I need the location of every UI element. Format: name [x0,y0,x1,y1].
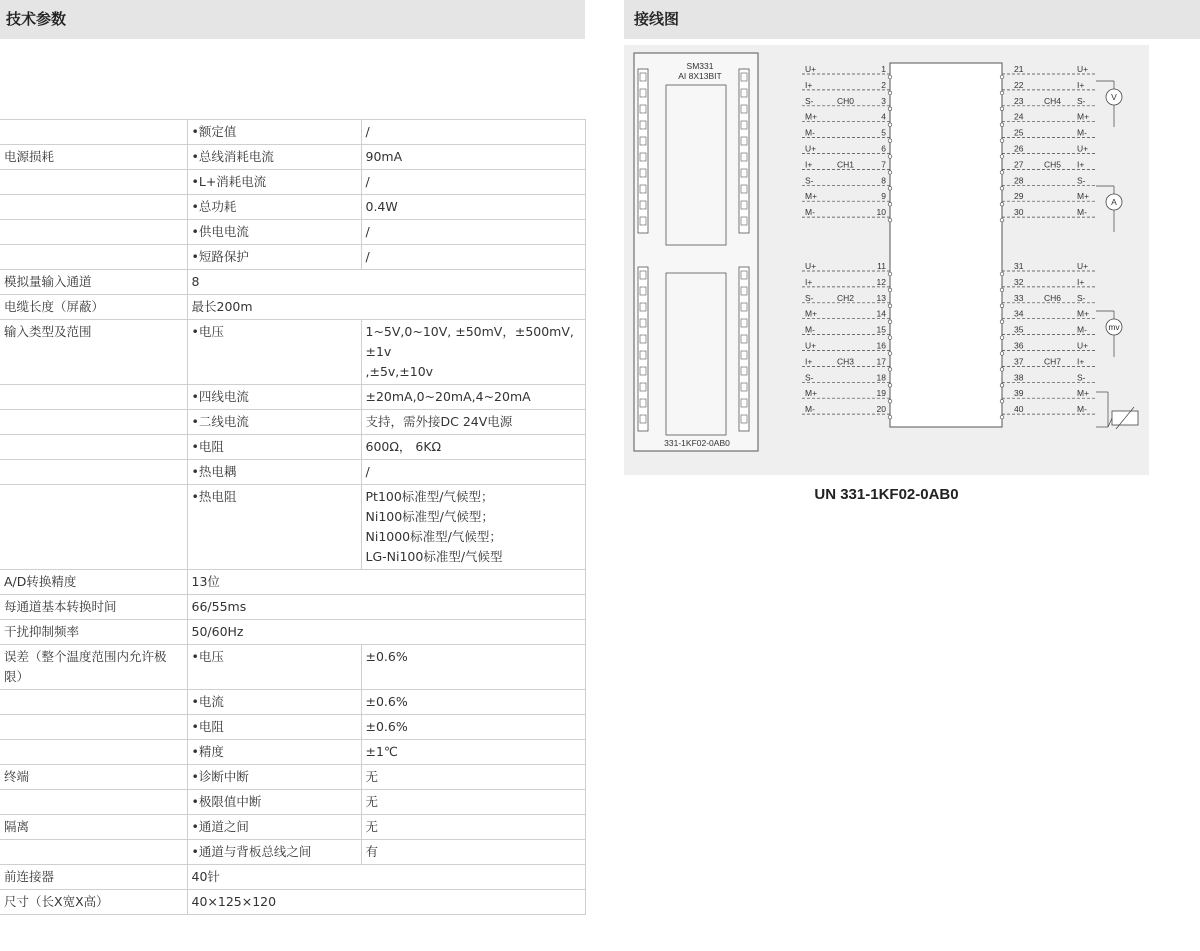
spec-value: 无 [361,790,585,815]
spec-row [0,840,585,865]
terminal-point [1000,304,1004,308]
spec-value-line: Ni100标准型/气候型； [365,509,494,524]
spec-subparam: •供电电流 [187,220,361,245]
spec-param [0,410,187,435]
terminal-point [888,320,892,324]
terminal-strip [739,267,749,431]
terminal-number: 39 [1014,388,1024,399]
spec-param [0,460,187,485]
spec-param [0,740,187,765]
spec-row [0,645,585,690]
wire-label: M- [1077,207,1087,218]
wire-label: S- [805,292,814,303]
wire-label: M- [805,324,815,335]
terminal-number: 37 [1014,356,1024,367]
spec-param: 尺寸（长X宽X高） [0,890,187,915]
wire-label: M- [1077,324,1087,335]
spec-value [361,485,585,570]
terminal-number: 14 [876,308,886,319]
wire-label: M- [1077,404,1087,415]
spec-value-line: ,±5v,±10v [365,364,434,379]
spec-param [0,790,187,815]
spec-param [0,435,187,460]
terminal-point [888,415,892,419]
spec-subparam: •诊断中断 [187,765,361,790]
spec-value: / [361,170,585,195]
wire-label: U+ [805,143,817,154]
terminal-number: 5 [881,127,886,138]
wire-label: I+ [805,356,813,367]
wire-label: I+ [1077,79,1085,90]
spec-param [0,170,187,195]
terminal-point [888,91,892,95]
spec-subparam: •额定值 [187,120,361,145]
terminal-point [888,368,892,372]
channel-label: CH4 [1044,96,1062,106]
terminal-point [1000,336,1004,340]
terminal-point [888,384,892,388]
wire-label: M- [805,207,815,218]
spec-param: 干扰抑制频率 [0,620,187,645]
meter-symbol: V [1111,92,1117,102]
wire-label: I+ [1077,356,1085,367]
terminal-point [888,202,892,206]
spec-param: 隔离 [0,815,187,840]
terminal-number: 30 [1014,207,1024,218]
spec-row [0,620,585,645]
terminal-point [1000,139,1004,143]
spec-row [0,485,585,570]
spec-param [0,120,187,145]
front-connector [890,63,1002,427]
wire-label: U+ [1077,261,1089,271]
wire-label: S- [1077,95,1086,106]
terminal-point [1000,288,1004,292]
spec-subparam: •短路保护 [187,245,361,270]
wire-label: M- [805,404,815,415]
meter-symbol: mv [1108,322,1120,332]
terminal-point [888,139,892,143]
terminal-number: 11 [877,261,886,271]
spec-subparam: •电阻 [187,435,361,460]
terminal-point [888,218,892,222]
terminal-number: 7 [881,159,886,170]
terminal-number: 19 [876,388,886,399]
diagram-caption: UN 331-1KF02-0AB0 [814,486,959,503]
spec-row [0,145,585,170]
terminal-number: 23 [1014,95,1024,106]
terminal-point [1000,202,1004,206]
terminal-point [888,75,892,79]
wire-label: M+ [805,308,818,319]
terminal-number: 29 [1014,191,1024,202]
spec-value: 无 [361,765,585,790]
terminal-number: 9 [881,191,886,202]
terminal-point [1000,187,1004,191]
terminal-number: 32 [1014,276,1024,287]
wire-label: M+ [1077,191,1090,202]
terminal-point [1000,107,1004,111]
spec-value: / [361,245,585,270]
wire-label: S- [1077,292,1086,303]
channel-label: CH0 [837,96,855,106]
spec-row [0,435,585,460]
channel-label: CH3 [837,356,855,367]
spec-value: 0.4W [361,195,585,220]
wire-label: S- [805,95,814,106]
wiring-diagram-header: 接线图 [624,0,1200,39]
terminal-point [1000,218,1004,222]
spec-param: 误差（整个温度范围内允许极限） [0,645,187,690]
terminal-point [888,288,892,292]
wire-label: M+ [805,111,818,122]
spec-value: 40×125×120 [187,890,585,915]
terminal-number: 31 [1014,261,1024,271]
spec-row [0,815,585,840]
terminal-number: 16 [876,340,886,351]
spec-value: 最长200m [187,295,585,320]
terminal-number: 18 [876,372,886,383]
wire-label: U+ [1077,143,1089,154]
spec-value: ±0.6% [361,715,585,740]
channel-label: CH6 [1044,293,1062,303]
spec-value: 无 [361,815,585,840]
module-title: SM331 [686,61,714,71]
wire-label: S- [805,175,814,186]
spec-subparam: •二线电流 [187,410,361,435]
terminal-number: 36 [1014,340,1024,351]
wire-label: S- [805,372,814,383]
wire-label: U+ [805,64,817,74]
terminal-point [888,399,892,403]
wire-label: M+ [1077,111,1090,122]
spec-param: 电源损耗 [0,145,187,170]
terminal-point [888,336,892,340]
terminal-number: 17 [876,356,886,367]
terminal-point [1000,384,1004,388]
terminal-number: 10 [876,207,886,218]
spec-value: 40针 [187,865,585,890]
terminal-point [1000,155,1004,159]
terminal-point [888,272,892,276]
channel-label: CH2 [837,293,855,303]
spec-value: 66/55ms [187,595,585,620]
wiring-diagram [624,45,1149,475]
terminal-number: 15 [876,324,886,335]
spec-row [0,595,585,620]
spec-param [0,245,187,270]
spec-subparam: •四线电流 [187,385,361,410]
spec-param [0,485,187,570]
spec-row [0,865,585,890]
spec-subparam: •通道与背板总线之间 [187,840,361,865]
wire-label: S- [1077,175,1086,186]
wire-label: I+ [805,79,813,90]
spec-value: ±1℃ [361,740,585,765]
spec-param [0,690,187,715]
spec-subparam: •L+消耗电流 [187,170,361,195]
channel-label: CH5 [1044,159,1062,170]
terminal-number: 28 [1014,175,1024,186]
terminal-number: 3 [881,95,886,106]
spec-param [0,840,187,865]
spec-param [0,195,187,220]
terminal-number: 20 [876,404,886,415]
spec-row [0,320,585,385]
spec-row [0,220,585,245]
terminal-number: 38 [1014,372,1024,383]
spec-subparam: •总功耗 [187,195,361,220]
terminal-number: 26 [1014,143,1024,154]
terminal-number: 33 [1014,292,1024,303]
terminal-point [888,187,892,191]
terminal-number: 27 [1014,159,1024,170]
spec-row [0,410,585,435]
wire-label: I+ [805,276,813,287]
spec-param [0,385,187,410]
spec-row [0,460,585,485]
wire-label: I+ [1077,159,1085,170]
wire-label: I+ [805,159,813,170]
spec-subparam: •热电耦 [187,460,361,485]
spec-subparam: •通道之间 [187,815,361,840]
terminal-number: 25 [1014,127,1024,138]
spec-value: 13位 [187,570,585,595]
spec-row [0,270,585,295]
spec-value: / [361,220,585,245]
spec-row [0,765,585,790]
spec-value: / [361,460,585,485]
terminal-number: 8 [881,175,886,186]
spec-subparam: •电阻 [187,715,361,740]
spec-row [0,790,585,815]
wire-label: M- [805,127,815,138]
spec-value: 600Ω， 6KΩ [361,435,585,460]
terminal-point [1000,368,1004,372]
terminal-point [1000,171,1004,175]
module-part-number: 331-1KF02-0AB0 [664,438,730,448]
wire-label: M+ [1077,308,1090,319]
spec-value: 8 [187,270,585,295]
spec-row [0,385,585,410]
terminal-point [1000,91,1004,95]
spec-value-line: LG-Ni100标准型/气候型 [365,549,503,564]
spec-value-line: 1~5V,0~10V, ±50mV，±500mV, ±1v [365,324,574,359]
spec-row [0,715,585,740]
spec-row [0,245,585,270]
terminal-point [1000,123,1004,127]
spec-value [361,320,585,385]
spec-param: A/D转换精度 [0,570,187,595]
wire-label: S- [1077,372,1086,383]
spec-subparam: •精度 [187,740,361,765]
spec-param: 前连接器 [0,865,187,890]
spec-subparam: •极限值中断 [187,790,361,815]
terminal-point [1000,75,1004,79]
terminal-point [1000,399,1004,403]
terminal-point [888,352,892,356]
spec-value: 有 [361,840,585,865]
spec-row [0,295,585,320]
terminal-number: 4 [881,111,886,122]
tech-params-header: 技术参数 [0,0,585,39]
spec-value: 90mA [361,145,585,170]
spec-row [0,890,585,915]
terminal-number: 13 [876,292,886,303]
wire-label: U+ [1077,340,1089,351]
terminal-number: 24 [1014,111,1024,122]
spec-value: ±20mA,0~20mA,4~20mA [361,385,585,410]
spec-value-line: Ni1000标准型/气候型； [365,529,502,544]
spec-value: ±0.6% [361,690,585,715]
terminal-number: 40 [1014,404,1024,415]
wire-label: M- [1077,127,1087,138]
spec-param: 输入类型及范围 [0,320,187,385]
wire-label: U+ [805,261,817,271]
spec-param [0,715,187,740]
spec-value: / [361,120,585,145]
spec-param: 模拟量输入通道 [0,270,187,295]
spec-subparam: •热电阻 [187,485,361,570]
spec-row [0,740,585,765]
terminal-strip [638,267,648,431]
terminal-point [1000,320,1004,324]
spec-param: 终端 [0,765,187,790]
terminal-point [888,304,892,308]
spec-value: 50/60Hz [187,620,585,645]
spec-row [0,570,585,595]
spec-value: ±0.6% [361,645,585,690]
terminal-strip [739,69,749,233]
meter-symbol: A [1111,197,1117,207]
spec-row [0,120,585,145]
terminal-point [888,171,892,175]
spec-row [0,170,585,195]
wire-label: U+ [1077,64,1089,74]
terminal-point [888,123,892,127]
wire-label: M+ [805,191,818,202]
spec-subparam: •电压 [187,320,361,385]
terminal-point [1000,415,1004,419]
spec-value: 支持，需外接DC 24V电源 [361,410,585,435]
terminal-number: 1 [881,64,886,74]
terminal-number: 6 [881,143,886,154]
terminal-number: 12 [876,276,886,287]
spec-param [0,220,187,245]
wire-label: M+ [1077,388,1090,399]
wire-label: U+ [805,340,817,351]
spec-table [0,119,586,915]
spec-param: 电缆长度（屏蔽） [0,295,187,320]
terminal-number: 21 [1014,64,1024,74]
spec-row [0,690,585,715]
terminal-point [1000,352,1004,356]
spec-value-line: Pt100标准型/气候型； [365,489,494,504]
terminal-strip [638,69,648,233]
channel-label: CH1 [837,159,855,170]
terminal-point [888,107,892,111]
module-subtitle: AI 8X13BIT [678,71,722,81]
terminal-number: 35 [1014,324,1024,335]
spec-subparam: •电压 [187,645,361,690]
spec-subparam: •总线消耗电流 [187,145,361,170]
spec-row [0,195,585,220]
spec-subparam: •电流 [187,690,361,715]
terminal-number: 34 [1014,308,1024,319]
sensor-wire [1108,418,1112,427]
terminal-number: 22 [1014,79,1024,90]
wire-label: I+ [1077,276,1085,287]
terminal-point [1000,272,1004,276]
channel-label: CH7 [1044,356,1062,367]
terminal-number: 2 [881,79,886,90]
spec-param: 每通道基本转换时间 [0,595,187,620]
terminal-point [888,155,892,159]
wire-label: M+ [805,388,818,399]
